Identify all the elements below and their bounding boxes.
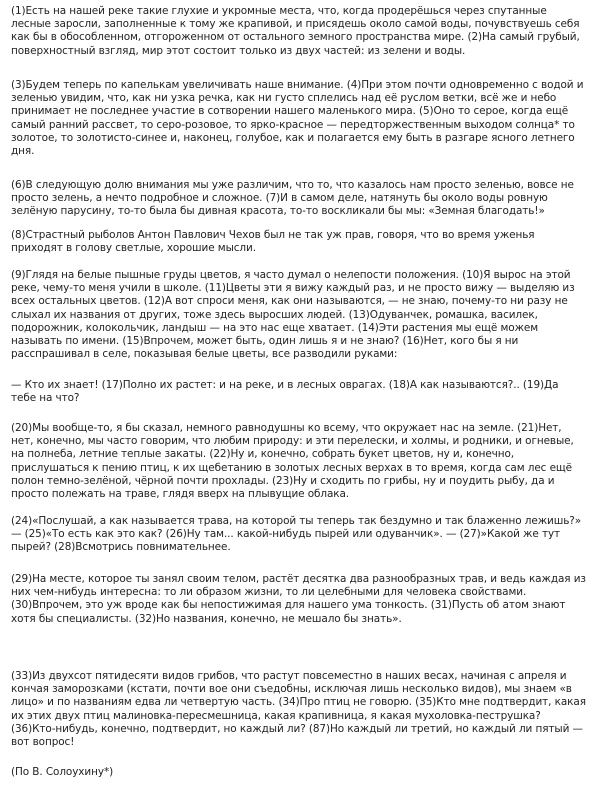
text-line: приходят в голову светлые, хорошие мысли.: [11, 242, 256, 255]
text-line: пырей? (28)Всмотрись повнимательнее.: [11, 541, 231, 554]
text-line: тебе на что?: [11, 392, 80, 405]
text-line: (30)Впрочем, это уж вроде как бы непостижимая для нашего ума тонкость. (31)Пусть об атом знают: [11, 599, 566, 612]
text-line: полон темно-зелёной, чёрной почти прохлады. (23)Ну и сходить по грибы, ну и поудить рыбу, да и: [11, 474, 555, 487]
text-line: (33)Из двухсот пятидесяти видов грибов, что растут повсеместно в наших весах, начиная с апреля и: [11, 670, 567, 682]
text-line: (24)«Послушай, а как называется трава, на которой ты теперь так бездумно и так блаженно лежишь?»: [11, 515, 582, 527]
text-line: самый ранний рассвет, то серо-розовое, то ярко-красное — передторжественным выходом солнца* то: [11, 118, 575, 131]
paragraph: [11, 573, 611, 626]
text-line: подорожник, колокольчик, ландыш — на это нас еще хватает. (14)Эти растения мы ещё можем: [11, 321, 539, 334]
text-line: них чем-нибудь интересна: то ли образом жизни, то ли целебными для человека свойствами.: [11, 586, 527, 599]
text-line: (3)Будем теперь по капелькам увеличивать наше внимание. (4)При этом почти одновременно с водой и: [11, 79, 584, 91]
text-line: называть по имени. (15)Впрочем, может быть, один лишь я и не знаю? (16)Нет, кого бы я ни: [11, 335, 519, 348]
text-line: — (25)«То есть как это как? (26)Ну там... какой-нибудь пырей или одуванчик». — (27)»Какой же тут: [11, 528, 561, 541]
text-line: (9)Глядя на белые пышные груды цветов, я часто думал о нелепости положения. (10)Я вырос на этой: [11, 269, 571, 281]
paragraph: [11, 379, 611, 405]
text-line: (36)Кто-нибудь, конечно, подтвердит, но каждый ли? (87)Но каждый ли третий, но каждый ли пятый —: [11, 722, 583, 735]
text-line: (1)Есть на нашей реке такие глухие и укромные места, что, когда продерёшься через спутанные: [11, 5, 547, 17]
paragraph: [11, 515, 611, 555]
paragraph: [11, 79, 611, 158]
text-line: кончая заморозками (кстати, почти вое они съедобны, исключая лишь несколько видов), мы знаем «в: [11, 683, 572, 696]
text-line: просто зелень, а нечто подробное и сложное. (7)И в самом деле, натянуть бы около воды ровную: [11, 192, 548, 205]
text-line: дня.: [11, 145, 35, 158]
text-line: их этих двух птиц малиновка-пересмешница, какая крапивница, я какая мухоловка-пеструшка?: [11, 709, 541, 722]
text-line: вот вопрос!: [11, 736, 75, 749]
text-line: принимает не последнее участие в сотворении нашего маленького мира. (5)Оно то серое, когда ещё: [11, 105, 569, 118]
text-line: реке, чему-то меня учили в школе. (11)Цветы эти я вижу каждый раз, и не просто вижу — выделяю из: [11, 282, 575, 295]
text-line: (6)В следующую долю внимания мы уже различим, что то, что казалось нам просто зеленью, вовсе не: [11, 179, 574, 191]
text-line: прислушаться к пению птиц, к их щебетанию в золотых лесных верхах в то время, когда сам лес ещё: [11, 461, 572, 474]
paragraph: [11, 670, 611, 749]
text-line: — Кто их знает! (17)Полно их растет: и на реке, и в лесных оврагах. (18)А как называются?.. (19)Да: [11, 379, 559, 391]
paragraph: [11, 269, 611, 361]
paragraph: [11, 179, 611, 219]
text-line: (8)Страстный рыболов Антон Павлович Чехов был не так уж прав, говоря, что во время уженья: [11, 229, 535, 241]
text-line: нет, конечно, мы часто говорим, что любим природу: и эти перелески, и холмы, и родники, и огневые,: [11, 435, 574, 448]
paragraph: [11, 229, 611, 255]
paragraph: [11, 5, 611, 58]
text-line: всех остальных цветов. (12)А вот спроси меня, как они называются, — не знаю, почему-то ни разу не: [11, 295, 568, 308]
text-line: как бы в обособленном, отгороженном от остального земного пространства мире. (2)На самый грубый,: [11, 31, 580, 44]
source-attribution: [11, 766, 611, 779]
text-line: на полнеба, летние теплые закаты. (22)Ну и, конечно, собрать букет цветов, ну и, конечно,: [11, 448, 515, 461]
text-line: зеленью увидим, что, как ни узка речка, как ни густо сплелись над её руслом ветки, всё же и небо: [11, 92, 557, 105]
text-line: зелёную парусину, то-то была бы дивная красота, то-то воскликали бы мы: «Земная благодать!»: [11, 205, 545, 218]
text-line: просто полежать на траве, глядя вверх на плывущие облака.: [11, 488, 350, 501]
text-line: золотое, то золотисто-синее и, наконец, голубое, как и полагается ему быть в разгаре ясного летнего: [11, 131, 575, 144]
paragraph: [11, 422, 611, 501]
text-line: слыхал их названия от других, тоже здесь выросших людей. (13)Одуванчек, ромашка, василек,: [11, 308, 538, 321]
text-line: лесные заросли, заполненные к тому же крапивой, и присядешь около самой воды, почувствуешь себя: [11, 18, 580, 31]
text-line: (29)На месте, которое ты занял своим телом, растёт десятка два разнообразных трав, и ведь каждая из: [11, 573, 586, 585]
text-line: (20)Мы вообще-то, я бы сказал, немного равнодушны ко всему, что окружает нас на земле. (21)Нет,: [11, 422, 562, 434]
text-line: расспрашивал в селе, показывая белые цветы, все разводили руками:: [11, 348, 398, 361]
text-line: поверхностный взгляд, мир этот состоит только из двух частей: из зелени и воды.: [11, 44, 466, 57]
text-line: лицо» и по названиям едва ли четвертую часть. (34)Про птиц не говорю. (35)Кто мне подтвердит, какая: [11, 696, 586, 709]
text-line: (По В. Солоухину*): [11, 766, 114, 778]
text-line: хотя бы специалисты. (32)Но названия, конечно, не мешало бы знать».: [11, 612, 402, 625]
